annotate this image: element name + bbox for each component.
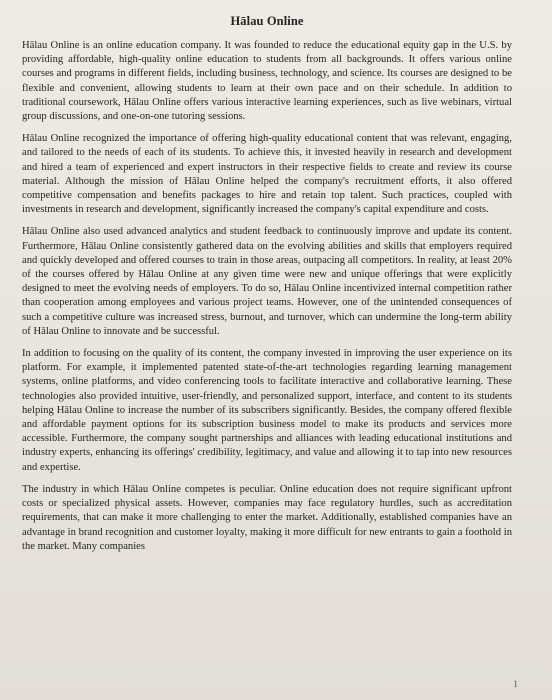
paragraph-2: Hālau Online recognized the importance of offering high-quality educational content that was relevant, engaging, and tailored to the needs of each of its students. To achieve this, it invested heavily in research and development and hired a team of experienced and expert instructors in their respective fields to create and review its course material. Although the mission of Hālau Online helped the company's recruitment efforts, it also offered competitive compensation and benefits packages to hire and retain top talent. Such practices, coupled with investments in research and development, significantly increased the company's capital expenditure and costs. (22, 133, 512, 216)
paragraph-3: Hālau Online also used advanced analytics and student feedback to continuously improve and update its content. Furthermore, Hālau Online consistently gathered data on the evolving abilities and skills that employers required and quickly developed and offered courses to train in those areas, outpacing all competitors. In reality, at least 20% of the courses offered by Hālau Online at any given time were new and unique offerings that were explicitly designed to meet the evolving needs of employers. To do so, Hālau Online incentivized internal competition rather than cooperation among employees and various project teams. However, one of the unintended consequences of such a competitive culture was increased stress, burnout, and turnover, which can undermine the long-term ability of Hālau Online to innovate and be successful. (22, 226, 512, 337)
page-number: 1 (513, 680, 518, 690)
paragraph-1: Hālau Online is an online education company. It was founded to reduce the educational equity gap in the U.S. by providing affordable, high-quality online education to students from all backgrounds. It offers various online courses and programs in different fields, including business, technology, and science. Its courses are designed to be flexible and convenient, allowing students to learn at their own pace and on their schedule. In addition to traditional coursework, Hālau Online offers various interactive learning experiences, such as live webinars, virtual group discussions, and one-on-one tutoring sessions. (22, 40, 512, 123)
document-title: Hālau Online (230, 14, 304, 28)
paragraph-4: In addition to focusing on the quality of its content, the company invested in improving the user experience on its platform. For example, it implemented patented state-of-the-art technologies regarding learning management systems, online platforms, and video conferencing tools to facilitate interactive and collaborative learning. These technologies also provided intuitive, user-friendly, and personalized support, interface, and content to its students helping Hālau Online to increase the number of its subscribers significantly. Besides, the company offered flexible and affordable payment options for its subscription business model to make its products and services more accessible. Furthermore, the company sought partnerships and alliances with leading educational institutions and industry experts, enhancing its offerings' credibility, legitimacy, and value and allowing it to tap into new resources and expertise. (22, 348, 512, 473)
paragraph-5: The industry in which Hālau Online competes is peculiar. Online education does not require significant upfront costs or specialized physical assets. However, companies may face regulatory hurdles, such as accreditation requirements, that can make it more challenging to enter the market. Additionally, established companies have an advantage in brand recognition and customer loyalty, making it more difficult for new entrants to gain a foothold in the market. Many companies (22, 483, 512, 552)
